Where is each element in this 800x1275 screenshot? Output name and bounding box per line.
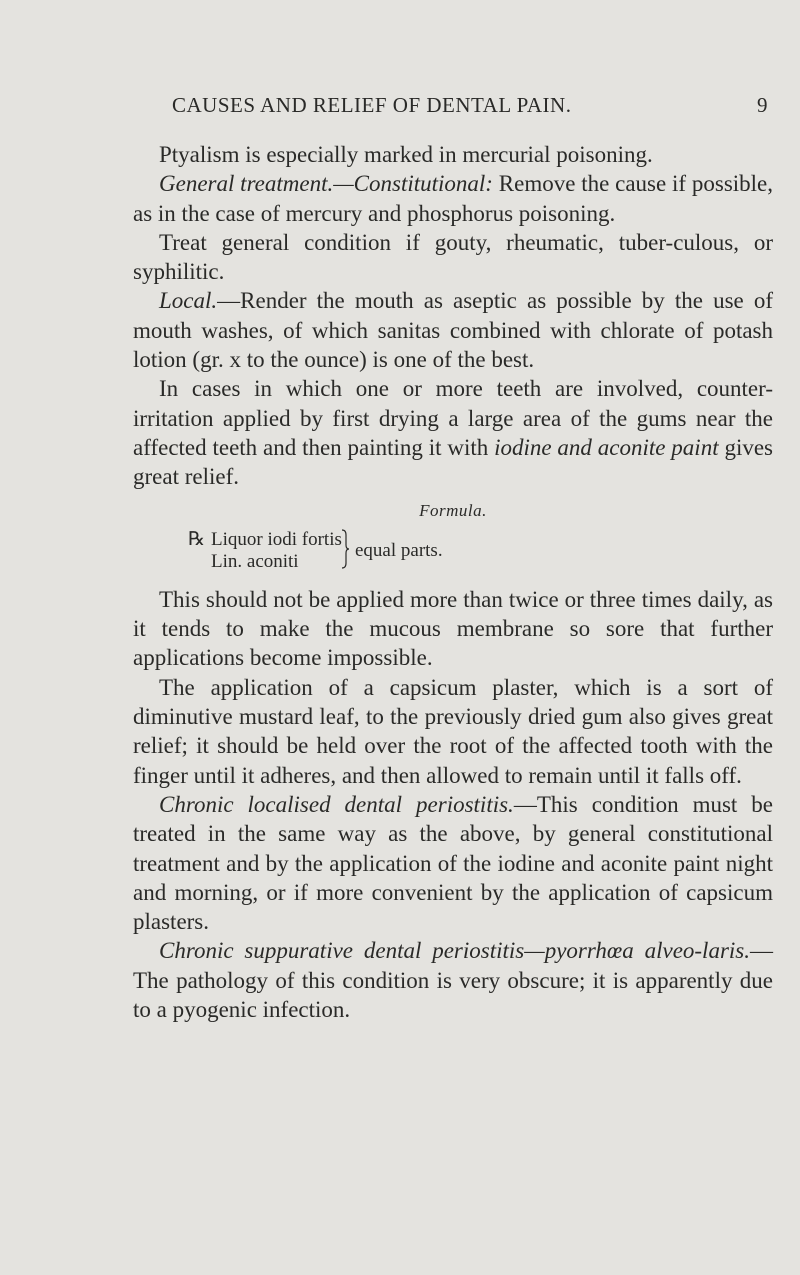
text: —The pathology of this condition is very obscure; it is apparently due to a pyogenic infection. — [133, 938, 773, 1023]
paragraph-local — [133, 286, 773, 374]
text: Ptyalism is especially marked in mercurial poisoning. — [159, 142, 653, 167]
text: —This condition must be treated in the same way as the above, by general constitutional treatment and by the application of the iodine and aconite paint night and morning, or if more convenient by the application of capsicum plasters. — [133, 791, 773, 935]
text: This should not be applied more than twice or three times daily, as it tends to make the mucous membrane so sore that further applications become impossible. — [133, 586, 773, 671]
text: In cases in which one or more teeth are involved, counter-irritation applied by first drying a large area of the gums near the affected teeth and then painting it with — [133, 376, 773, 460]
heading-local: Local. — [159, 288, 218, 314]
formula-block — [133, 527, 773, 585]
formula-equal-parts: equal parts. — [355, 539, 443, 561]
paragraph-general-treatment — [133, 169, 773, 228]
paragraph-application-limit — [133, 585, 773, 673]
paragraph-counter-irritation — [133, 374, 773, 491]
text: The application of a capsicum plaster, which is a sort of diminutive mustard leaf, to the previously dried gum also gives great relief; it should be held over the root of the affected tooth with the finger until it adheres, and then allowed to remain until it falls off. — [133, 674, 773, 788]
formula-line-2: Lin. aconiti — [211, 550, 299, 572]
heading-chronic-suppurative: Chronic suppurative dental periostitis—pyorrhœa alveo-laris. — [159, 938, 750, 964]
paragraph-chronic-suppurative — [133, 936, 773, 1024]
page-body — [133, 140, 773, 1024]
heading-chronic-localised: Chronic localised dental periostitis. — [159, 791, 514, 817]
paragraph-chronic-localised — [133, 790, 773, 936]
paragraph-treat-condition — [133, 228, 773, 287]
recipe-symbol: ℞ — [188, 528, 206, 550]
header-title: CAUSES AND RELIEF OF DENTAL PAIN. — [172, 93, 572, 117]
text: gives great relief. — [133, 434, 773, 490]
text: Remove the cause if possible, as in the case of mercury and phosphorus poisoning. — [133, 171, 774, 226]
right-brace-icon — [341, 529, 349, 569]
text: Treat general condition if gouty, rheumatic, tuber-culous, or syphilitic. — [133, 229, 773, 285]
heading-general-treatment: General treatment.—Constitutional: — [159, 171, 493, 197]
paragraph-capsicum — [133, 673, 773, 790]
page-number: 9 — [757, 93, 768, 117]
formula-title: Formula. — [419, 500, 487, 520]
text: —Render the mouth as aseptic as possible by the use of mouth washes, of which sanitas combined with chlorate of potash lotion (gr. x to the ounce) is one of the best. — [133, 288, 773, 373]
emphasis-paint: iodine and aconite paint — [494, 434, 719, 460]
formula-line-1: Liquor iodi fortis — [211, 528, 342, 550]
paragraph-ptyalism — [133, 140, 773, 169]
